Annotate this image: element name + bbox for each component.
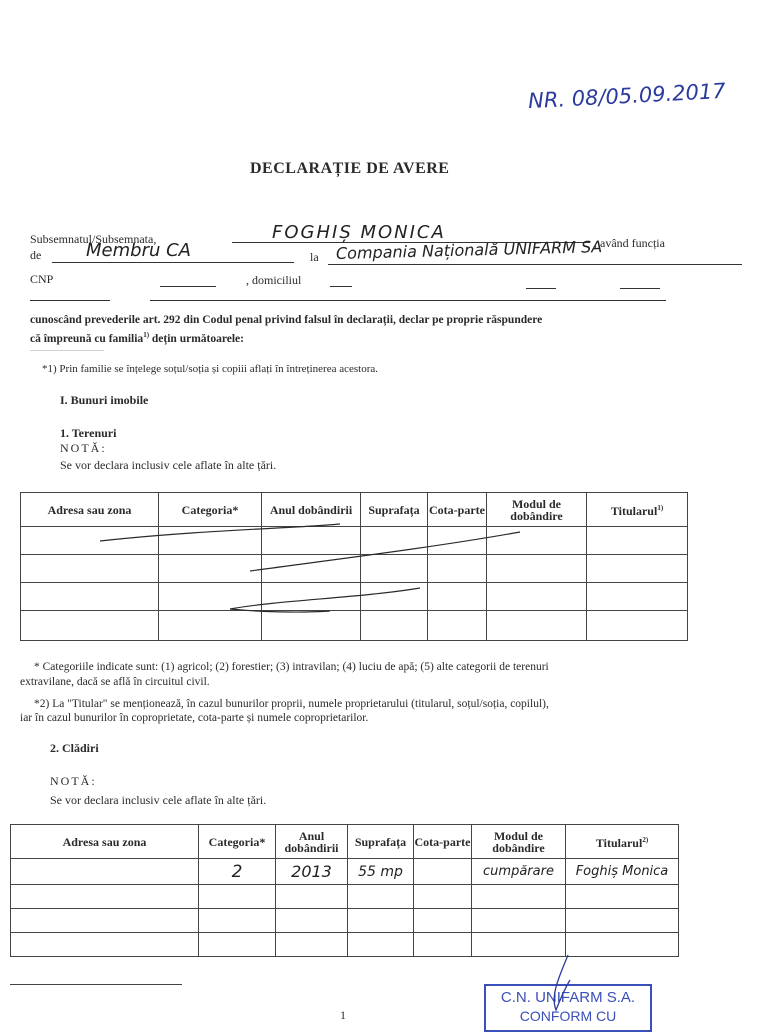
- cell-adresa: [11, 859, 199, 885]
- col-suprafata: Suprafața: [348, 825, 414, 859]
- family-sup: 1): [143, 331, 150, 339]
- col-suprafata: Suprafața: [361, 493, 428, 527]
- cell-titular: Foghiș Monica: [566, 859, 679, 885]
- table-row: [11, 859, 679, 885]
- titular-sup: 1): [657, 504, 664, 512]
- land-table-header: [21, 493, 688, 527]
- buildings-table-header: [11, 825, 679, 859]
- titular-footnote-2: iar în cazul bunurilor în coproprietate, cota-parte și numele coproprietarilor.: [20, 712, 369, 724]
- titular-sup: 2): [642, 836, 649, 844]
- col-modul: Modul de dobândire: [472, 825, 566, 859]
- land-table: [20, 492, 688, 641]
- table-row: [11, 909, 679, 933]
- note-label-1: NOTĂ:: [60, 441, 107, 455]
- table-row: [21, 583, 688, 611]
- declarant-name: FOGHIȘ MONICA: [272, 222, 446, 243]
- signature-scribble: [530, 950, 590, 1020]
- cell-anul: 2013: [276, 859, 348, 885]
- employer-value: Compania Națională UNIFARM SA: [335, 237, 603, 263]
- domicile-underline-c: [620, 288, 660, 289]
- col-adresa: Adresa sau zona: [21, 493, 159, 527]
- stamp-line-1: C.N. UNIFARM S.A.: [500, 989, 636, 1006]
- note-text-2: Se vor declara inclusiv cele aflate în alte țări.: [50, 793, 267, 807]
- family-footnote: *1) Prin familie se înțelege soțul/soția și copiii aflați în întreținerea acestora.: [42, 363, 379, 375]
- dotted-line: .....................................: [30, 344, 104, 353]
- label-la: la: [310, 250, 319, 264]
- stamp-line-2: CONFORM CU: [519, 1008, 617, 1024]
- cell-modul: cumpărare: [472, 859, 566, 885]
- cell-cota: [414, 859, 472, 885]
- col-categoria: Categoria*: [199, 825, 276, 859]
- address-line-b: [150, 300, 666, 301]
- cladiri-heading: 2. Clădiri: [50, 741, 99, 755]
- cell-categoria: 2: [199, 859, 276, 885]
- col-anul: Anul dobândirii: [262, 493, 361, 527]
- titular-footnote-1: *2) La "Titular" se menționează, în cazul bunurilor proprii, numele proprietarului (titularul, soțul/soția, copilul),: [34, 698, 549, 710]
- col-adresa: Adresa sau zona: [11, 825, 199, 859]
- role-underline: [52, 262, 294, 263]
- address-line-a: [30, 300, 110, 301]
- table-row: [21, 527, 688, 555]
- cell-adresa: [11, 909, 199, 933]
- category-footnote-1: * Categoriile indicate sunt: (1) agricol; (2) forestier; (3) intravilan; (4) luciu de apă; (5) alte categorii de terenuri: [34, 661, 549, 673]
- titular-label: Titularul: [610, 504, 658, 518]
- role-value: Membru CA: [86, 240, 191, 261]
- page-number: 1: [340, 1008, 346, 1022]
- cell-adresa: [11, 933, 199, 957]
- employer-underline: [328, 264, 742, 265]
- domicile-underline-b: [526, 288, 556, 289]
- note-label-2: NOTĂ:: [50, 774, 97, 788]
- titular-label: Titularul: [595, 836, 643, 850]
- section-1-heading: I. Bunuri imobile: [60, 393, 149, 407]
- label-undersigned: Subsemnatul/Subsemnata,: [30, 232, 157, 246]
- domicile-underline-a: [330, 286, 352, 287]
- table-row: [11, 885, 679, 909]
- col-cota: Cota-parte: [428, 493, 487, 527]
- col-cota: Cota-parte: [414, 825, 472, 859]
- col-modul: Modul de dobândire: [487, 493, 587, 527]
- col-titular: [587, 493, 688, 527]
- table-row: [21, 611, 688, 641]
- cell-suprafata: 55 mp: [348, 859, 414, 885]
- buildings-table: [10, 824, 679, 957]
- label-role: , având funcția: [594, 236, 665, 250]
- family-text: că împreună cu familia: [30, 332, 144, 345]
- legal-statement-line1: cunoscând prevederile art. 292 din Codul penal privind falsul în declarații, declar pe proprie răspundere: [30, 314, 543, 326]
- label-de: de: [30, 248, 42, 262]
- cell-adresa: [11, 885, 199, 909]
- label-cnp: CNP: [30, 272, 54, 286]
- own-text: dețin următoarele:: [149, 332, 244, 345]
- terenuri-heading: 1. Terenuri: [60, 426, 117, 440]
- footer-separator: [10, 984, 182, 985]
- col-anul: Anul dobândirii: [276, 825, 348, 859]
- label-domicile: , domiciliul: [246, 273, 302, 287]
- registration-number: NR. 08/05.09.2017: [527, 78, 727, 114]
- category-footnote-2: extravilane, dacă se află în circuitul civil.: [20, 676, 210, 688]
- document-title: DECLARAȚIE DE AVERE: [250, 160, 450, 177]
- note-text-1: Se vor declara inclusiv cele aflate în alte țări.: [60, 458, 277, 472]
- cnp-underline: [160, 286, 216, 287]
- table-row: [21, 555, 688, 583]
- col-categoria: Categoria*: [159, 493, 262, 527]
- col-titular: [566, 825, 679, 859]
